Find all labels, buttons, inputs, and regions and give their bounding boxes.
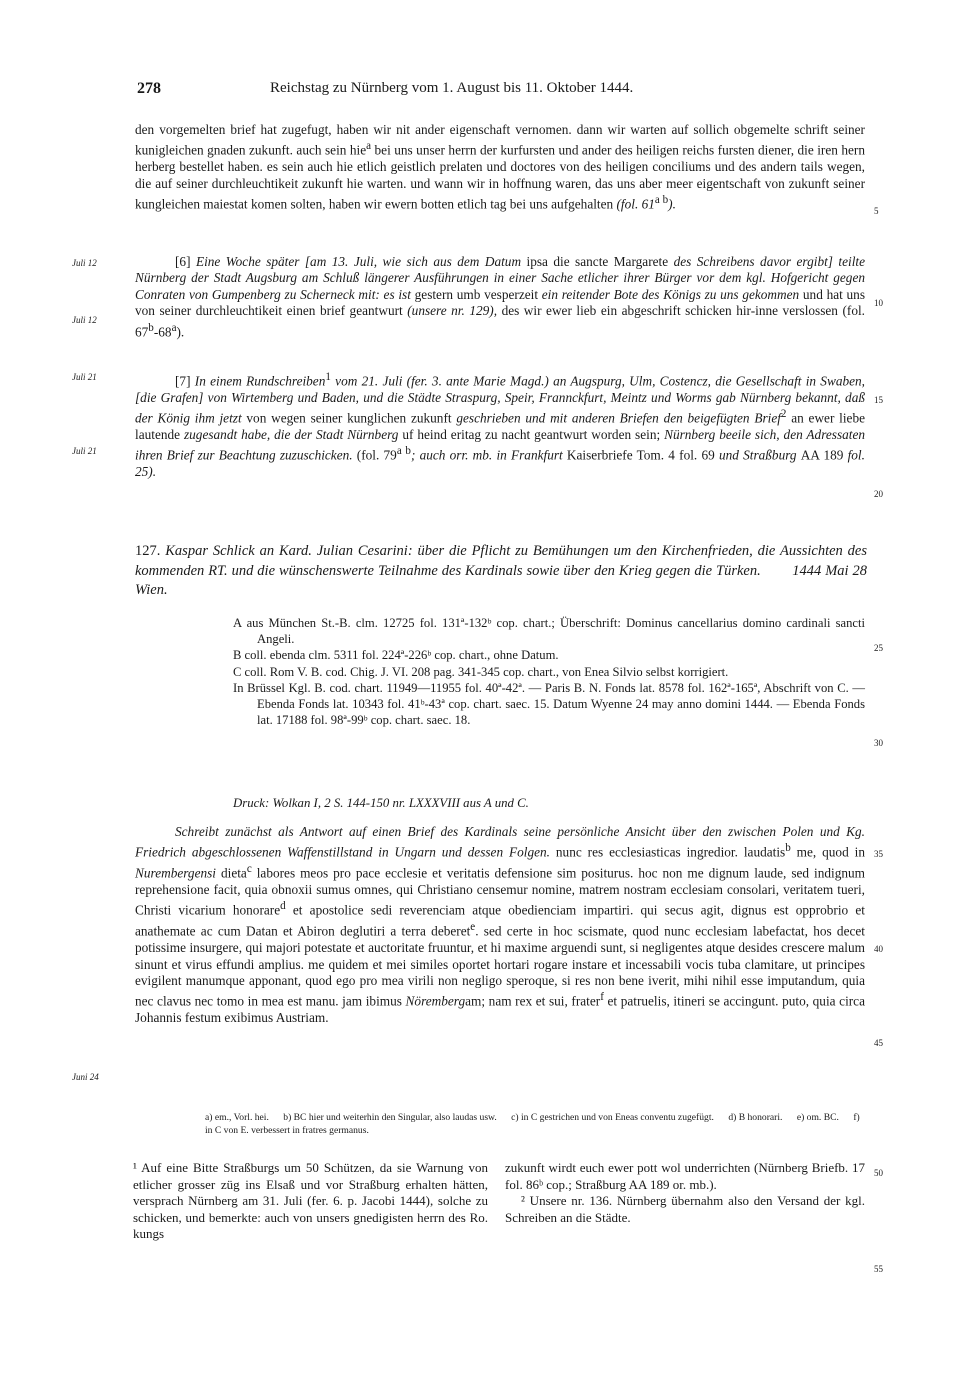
margin-date: Juli 12	[72, 315, 97, 325]
margin-date: Juni 24	[72, 1072, 99, 1082]
margin-date: Juli 12	[72, 258, 97, 268]
line-number: 5	[874, 206, 879, 216]
margin-date: Juli 21	[72, 446, 97, 456]
page-number: 278	[137, 80, 161, 97]
apparatus-note: f) in C von E. verbessert in fratres germanus.	[205, 1112, 860, 1136]
line-number: 20	[874, 489, 883, 499]
margin-date: Juli 21	[72, 372, 97, 382]
line-number: 45	[874, 1038, 883, 1048]
apparatus-note: d) B honorari.	[728, 1112, 783, 1123]
intro-paragraph: den vorgemelten brief hat zugefugt, haben wir nit ander eigenschaft vernomen. dann wir warten auf sollich obgemelte schrift seiner kunigleichen gnaden zukunft. auch sein hie$^a$ bei uns unser herrn der kurfursten und ander des heiligen reichs fursten diener, die iren hern herberg bestellet haben. es sein auch hie etlich geistlich prelaten und doctores von des heiligen conciliums und des andern tails wegen, die auf seiner durchleuchtikeit zukunft hie warten. und wann wir in hoffnung waren, das uns aber meer eigentschaft von zukunft seiner kungleichen maiestat komen solten, haben wir ewern botten etlich tag bei uns aufgehalten (fol. $61^{a b}$).	[135, 122, 865, 212]
running-title: Reichstag zu Nürnberg vom 1. August bis 11. Oktober 1444.	[270, 80, 634, 96]
document-number: 127.	[135, 543, 161, 559]
page-header	[0, 80, 960, 102]
line-number: 30	[874, 738, 883, 748]
print-reference: Druck: Wolkan I, 2 S. 144-150 nr. LXXXVIII aus A und C.	[233, 796, 529, 810]
source-entry: In Brüssel Kgl. B. cod. chart. 11949—11955 fol. 40ª-42ª. — Paris B. N. Fonds lat. 8578 fol. 162ª-165ª, Abschrift von C. — Ebenda Fonds lat. 10343 fol. 41ᵇ-43ª cop. chart. saec. 15. Datum Wyenne 24 may anno domini 1444. — Ebenda Fonds lat. 17188 fol. 98ª-99ᵇ cop. chart. saec. 18.	[233, 681, 865, 727]
paragraph-6: [6] Eine Woche später [am 13. Juli, wie sich aus dem Datum ipsa die sancte Margarete des Schreibens davor ergibt] teilte Nürnberg der Stadt Augsburg am Schluß längerer Ausführungen in einer Sache etlicher ihrer Bürger vor dem kgl. Hofgericht gegen Conraten von Gumpenberg zu Scherneck mit: es ist gestern umb vesperzeit ein reitender Bote des Königs zu uns gekommen und hat uns von seiner durchleuchtikeit einen brief geantwurt (unsere nr. 129), des wir ewer lieb ein abgeschrift schicken hir-inne verslossen (fol. 67$^b$-68$^a$).	[135, 254, 866, 340]
source-list	[233, 616, 865, 729]
apparatus-note: a) em., Vorl. hei.	[205, 1112, 269, 1123]
footnote-2: ² Unsere nr. 136. Nürnberg übernahm also den Versand der kgl. Schreiben an die Städte.	[505, 1193, 865, 1225]
main-text: Schreibt zunächst als Antwort auf einen Brief des Kardinals seine persönliche Ansicht über den zwischen Polen und Kg. Friedrich abgeschlossenen Waffenstillstand in Ungarn und dessen Folgen. nunc res ecclesiasticas ingredior. laudatis$^b$ me, quod in Nurembergensi dieta$^c$ labores meos pro pace ecclesie et veritatis defensione sim positurus. hoc non me dignum laude, sed indignum reprehensione facit, quia obnoxii sumus omnes, qui Christiano censemur nomine, matrem nostram ecclesiam consolari, veritatem tueri, Christi vicarium honorare$^d$ et apostolice sedi reverenciam atque obedienciam impartiri. qui secus agit, dignus est opprobrio et anathemate ac cum Datan et Abiron deglutiri a terra deberet$^e$. sed certe in hoc scismate, quod nunc ecclesiam labefactat, hos decet potissime insurgere, qui majori potestate et auctoritate fruuntur, et hi maxime arguendi sunt, si negligentes atque desides crescere malum sinunt et virus effundi amplius. me quidem et mei similes oportet hortari rogare instare et incessabili vocis tuba clamitare, ut principes evigilent manumque apponant, quod ego pro mea virili non negligo speroque, si res non bene iverit, mihi nihil esse imputandum, quia nec clavus nec tomo in mea est manu. jam ibimus Nörembergam; nam rex et sui, frater$^f$ et patruelis, itineri se accingunt. puto, quia circa Johannis festum exibimus Austriam.	[135, 824, 865, 1026]
footnote-1-continuation: zukunft wirdt euch ewer pott wol underrichten (Nürnberg Briefb. 17 fol. 86ᵇ cop.; Straßburg AA 189 or. mb.).	[505, 1160, 865, 1192]
apparatus-note: e) om. BC.	[796, 1112, 839, 1123]
line-number: 55	[874, 1264, 883, 1274]
apparatus-note: c) in C gestrichen und von Eneas conventu zugefügt.	[511, 1112, 714, 1123]
footnote-column-right	[505, 1160, 865, 1226]
line-number: 15	[874, 395, 883, 405]
critical-apparatus	[205, 1111, 865, 1137]
document-heading: 127. Kaspar Schlick an Kard. Julian Cesarini: über die Pflicht zu Bemühungen um den Kirchenfrieden, die Aussichten des kommenden RT. und die wünschenswerte Teilnahme des Kardinals sowie über den Krieg gegen die Türken. 1444 Mai 28 Wien.	[135, 543, 868, 598]
line-number: 35	[874, 849, 883, 859]
source-entry: C coll. Rom V. B. cod. Chig. J. VI. 208 pag. 341-345 cop. chart., von Enea Silvio selbst korrigiert.	[233, 664, 729, 679]
footnote-1: ¹ Auf eine Bitte Straßburgs um 50 Schützen, da sie Warnung von etlicher grosser züg ins Elsaß und vor Straßburg erhalten hätten, versprach Nürnberg am 31. Juli (fer. 6. p. Jacobi 1444), solche zu schicken, und bemerkte: auch von unsers gnedigisten herrn des Ro. kungs	[133, 1160, 488, 1242]
document-date: 1444 Mai 28 Wien.	[135, 562, 868, 598]
line-number: 25	[874, 643, 883, 653]
line-number: 50	[874, 1168, 883, 1178]
paragraph-7: [7] In einem Rundschreiben$^1$ vom 21. Juli (fer. 3. ante Marie Magd.) an Augspurg, Ulm, Costencz, die Gesellschaft in Swaben, [die Grafen] von Wirtemberg und Baden, und die Städte Straspurg, Speir, Frannckfurt, Meintz und Worms gab Nürnberg bekannt, daß der König ihm jetzt von wegen seiner kunglichen zukunft geschrieben und mit anderen Briefen den beigefügten Brief$^2$ an ewer liebe lautende zugesandt habe, die der Stadt Nürnberg uf heind eritag zu nacht geantwurt worden sein; Nürnberg beeile sich, den Adressaten ihren Brief zur Beachtung zuzuschicken. (fol. $79^{a b}$; auch orr. mb. in Frankfurt Kaiserbriefe Tom. 4 fol. 69 und Straßburg AA 189 fol. 25).	[135, 371, 866, 480]
line-number: 40	[874, 944, 883, 954]
source-entry: B coll. ebenda clm. 5311 fol. 224ª-226ᵇ cop. chart., ohne Datum.	[233, 648, 559, 663]
source-entry: A aus München St.-B. clm. 12725 fol. 131ª-132ᵇ cop. chart.; Überschrift: Dominus cancellarius domino cardinali sancti Angeli.	[233, 616, 865, 646]
line-number: 10	[874, 298, 883, 308]
footnote-column-left	[133, 1160, 488, 1243]
apparatus-note: b) BC hier und weiterhin den Singular, also laudas usw.	[283, 1112, 497, 1123]
